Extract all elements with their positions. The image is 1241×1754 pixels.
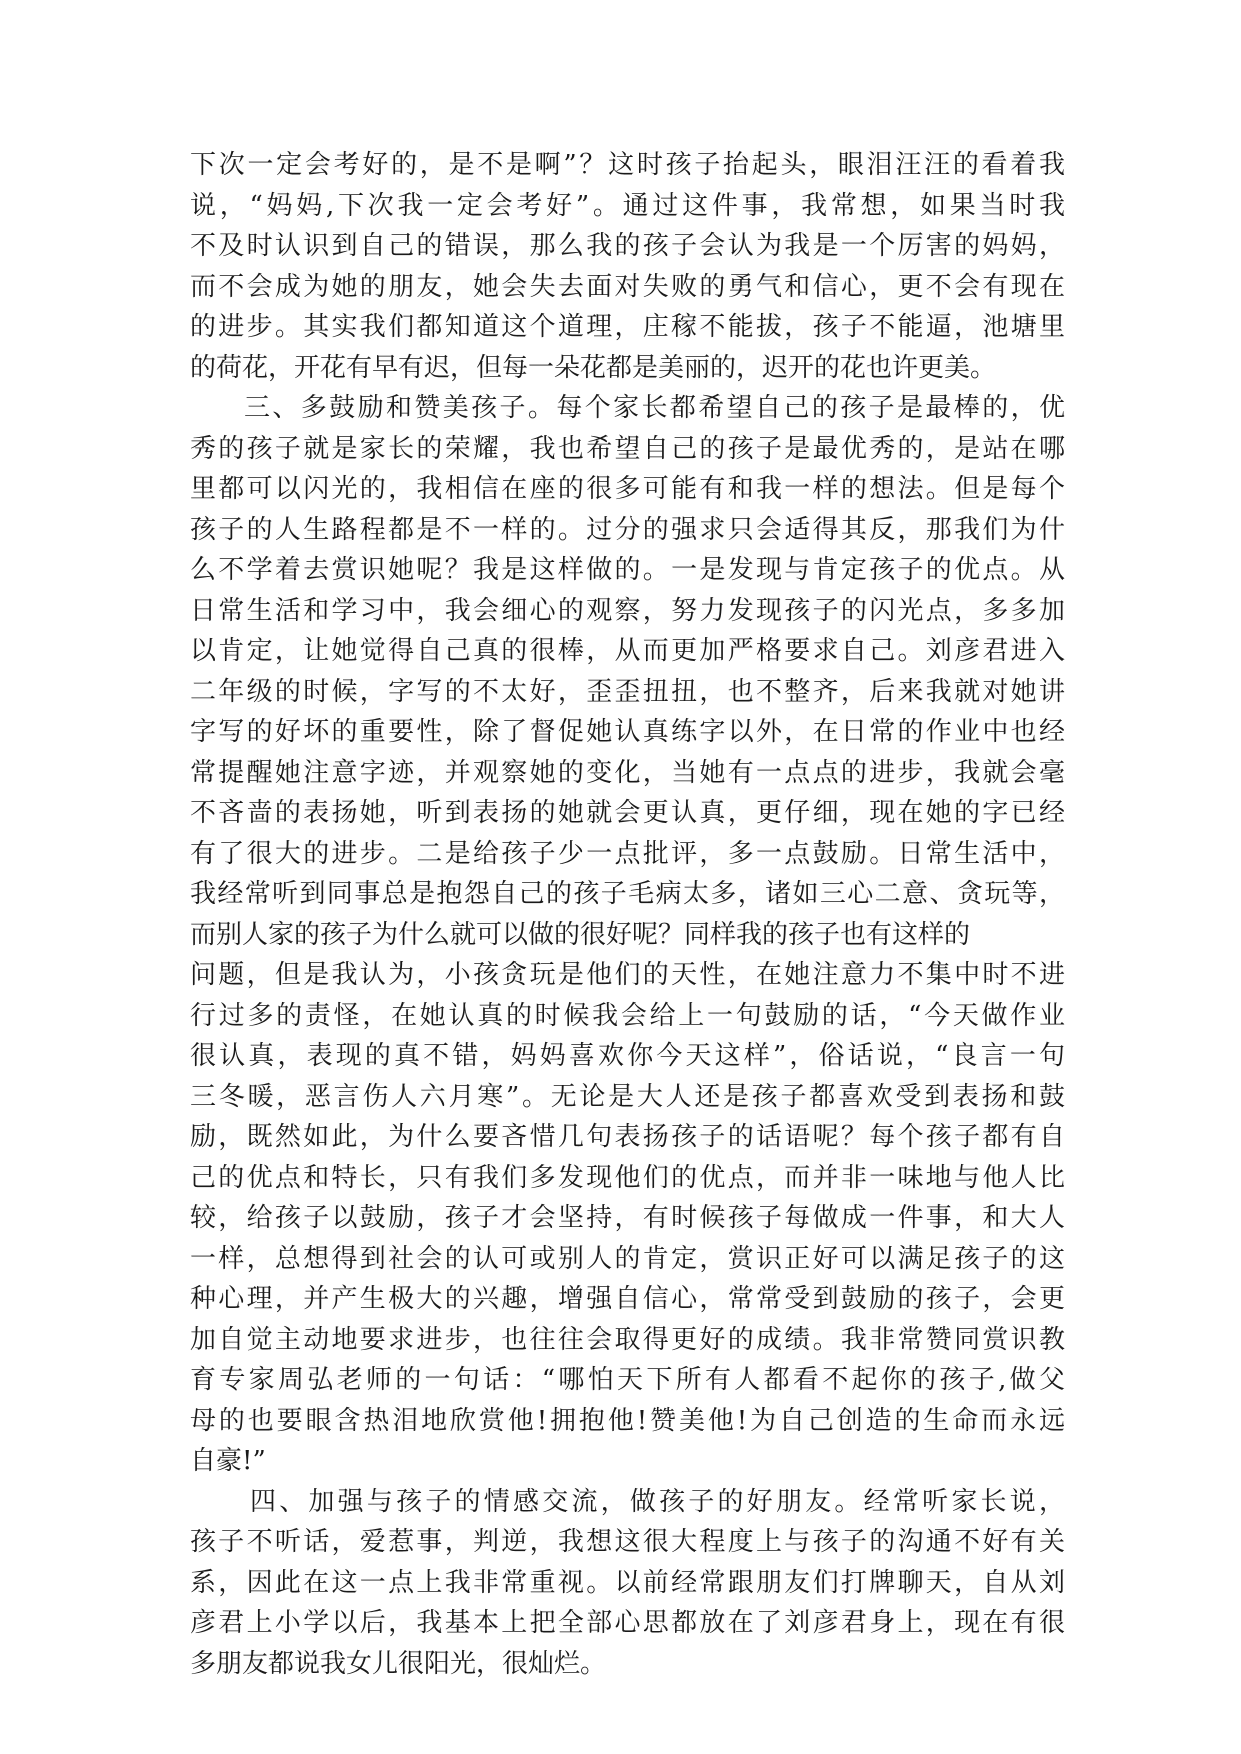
body-text [190,145,1065,1684]
text-line: 己的优点和特长，只有我们多发现他们的优点，而并非一味地与他人比 [190,1162,1065,1193]
paragraph-first-line: 四、加强与孩子的情感交流，做孩子的好朋友。经常听家长说， [250,1486,1065,1517]
text-line: 以肯定，让她觉得自己真的很棒，从而更加严格要求自己。刘彦君进入 [190,636,1065,666]
text-line: 下次一定会考好的，是不是啊”？这时孩子抬起头，眼泪汪汪的看着我 [190,150,1065,180]
text-line: 里都可以闪光的，我相信在座的很多可能有和我一样的想法。但是每个 [190,474,1065,504]
text-line: 母的也要眼含热泪地欣赏他!拥抱他!赞美他!为自己创造的生命而永远 [190,1405,1065,1436]
text-line: 孩子不听话，爱惹事，判逆，我想这很大程度上与孩子的沟通不好有关 [190,1527,1065,1557]
text-line: 系，因此在这一点上我非常重视。以前经常跟朋友们打牌聊天，自从刘 [190,1567,1065,1598]
text-line: 加自觉主动地要求进步，也往往会取得更好的成绩。我非常赞同赏识教 [190,1324,1065,1355]
text-line: 么不学着去赏识她呢？我是这样做的。一是发现与肯定孩子的优点。从 [190,555,1065,585]
text-line: 孩子的人生路程都是不一样的。过分的强求只会适得其反，那我们为什 [190,514,1065,545]
text-line: 而别人家的孩子为什么就可以做的很好呢？同样我的孩子也有这样的 [190,919,971,950]
text-line: 我经常听到同事总是抱怨自己的孩子毛病太多，诸如三心二意、贪玩等， [190,879,1065,909]
text-line: 二年级的时候，字写的不太好，歪歪扭扭，也不整齐，后来我就对她讲 [190,676,1065,707]
text-line: 自豪!” [190,1446,266,1476]
text-line: 说，“妈妈,下次我一定会考好”。通过这件事，我常想，如果当时我 [190,190,1065,221]
text-line: 日常生活和学习中，我会细心的观察，努力发现孩子的闪光点，多多加 [190,595,1065,626]
text-line: 很认真，表现的真不错，妈妈喜欢你今天这样”，俗话说，“良言一句 [190,1041,1065,1071]
text-line: 的进步。其实我们都知道这个道理，庄稼不能拔，孩子不能逼，池塘里 [190,312,1065,342]
text-line: 不及时认识到自己的错误，那么我的孩子会认为我是一个厉害的妈妈， [190,231,1065,261]
text-line: 彦君上小学以后，我基本上把全部心思都放在了刘彦君身上，现在有很 [190,1608,1065,1638]
text-line: 常提醒她注意字迹，并观察她的变化，当她有一点点的进步，我就会毫 [190,757,1065,788]
text-line: 的荷花，开花有早有迟，但每一朵花都是美丽的，迟开的花也许更美。 [190,352,997,383]
text-line: 育专家周弘老师的一句话：“哪怕天下所有人都看不起你的孩子,做父 [190,1365,1065,1395]
text-line: 种心理，并产生极大的兴趣，增强自信心，常常受到鼓励的孩子，会更 [190,1284,1065,1314]
text-line: 一样，总想得到社会的认可或别人的肯定，赏识正好可以满足孩子的这 [190,1243,1065,1274]
text-line: 字写的好坏的重要性，除了督促她认真练字以外，在日常的作业中也经 [190,717,1065,747]
text-line: 三冬暖，恶言伤人六月寒”。无论是大人还是孩子都喜欢受到表扬和鼓 [190,1081,1065,1112]
text-line: 多朋友都说我女儿很阳光，很灿烂。 [190,1648,607,1679]
text-line: 有了很大的进步。二是给孩子少一点批评，多一点鼓励。日常生活中， [190,838,1065,869]
text-line: 不吝啬的表扬她，听到表扬的她就会更认真，更仔细，现在她的字已经 [190,798,1065,828]
text-line: 而不会成为她的朋友，她会失去面对失败的勇气和信心，更不会有现在 [190,271,1065,302]
text-line: 秀的孩子就是家长的荣耀，我也希望自己的孩子是最优秀的，是站在哪 [190,433,1065,464]
text-line: 较，给孩子以鼓励，孩子才会坚持，有时候孩子每做成一件事，和大人 [190,1203,1065,1233]
text-line: 行过多的责怪，在她认真的时候我会给上一句鼓励的话，“今天做作业 [190,1000,1065,1031]
paragraph-first-line: 三、多鼓励和赞美孩子。每个家长都希望自己的孩子是最棒的，优 [244,393,1065,423]
text-line: 问题，但是我认为，小孩贪玩是他们的天性，在她注意力不集中时不进 [190,960,1065,990]
text-line: 励，既然如此，为什么要吝惜几句表扬孩子的话语呢？每个孩子都有自 [190,1122,1065,1152]
